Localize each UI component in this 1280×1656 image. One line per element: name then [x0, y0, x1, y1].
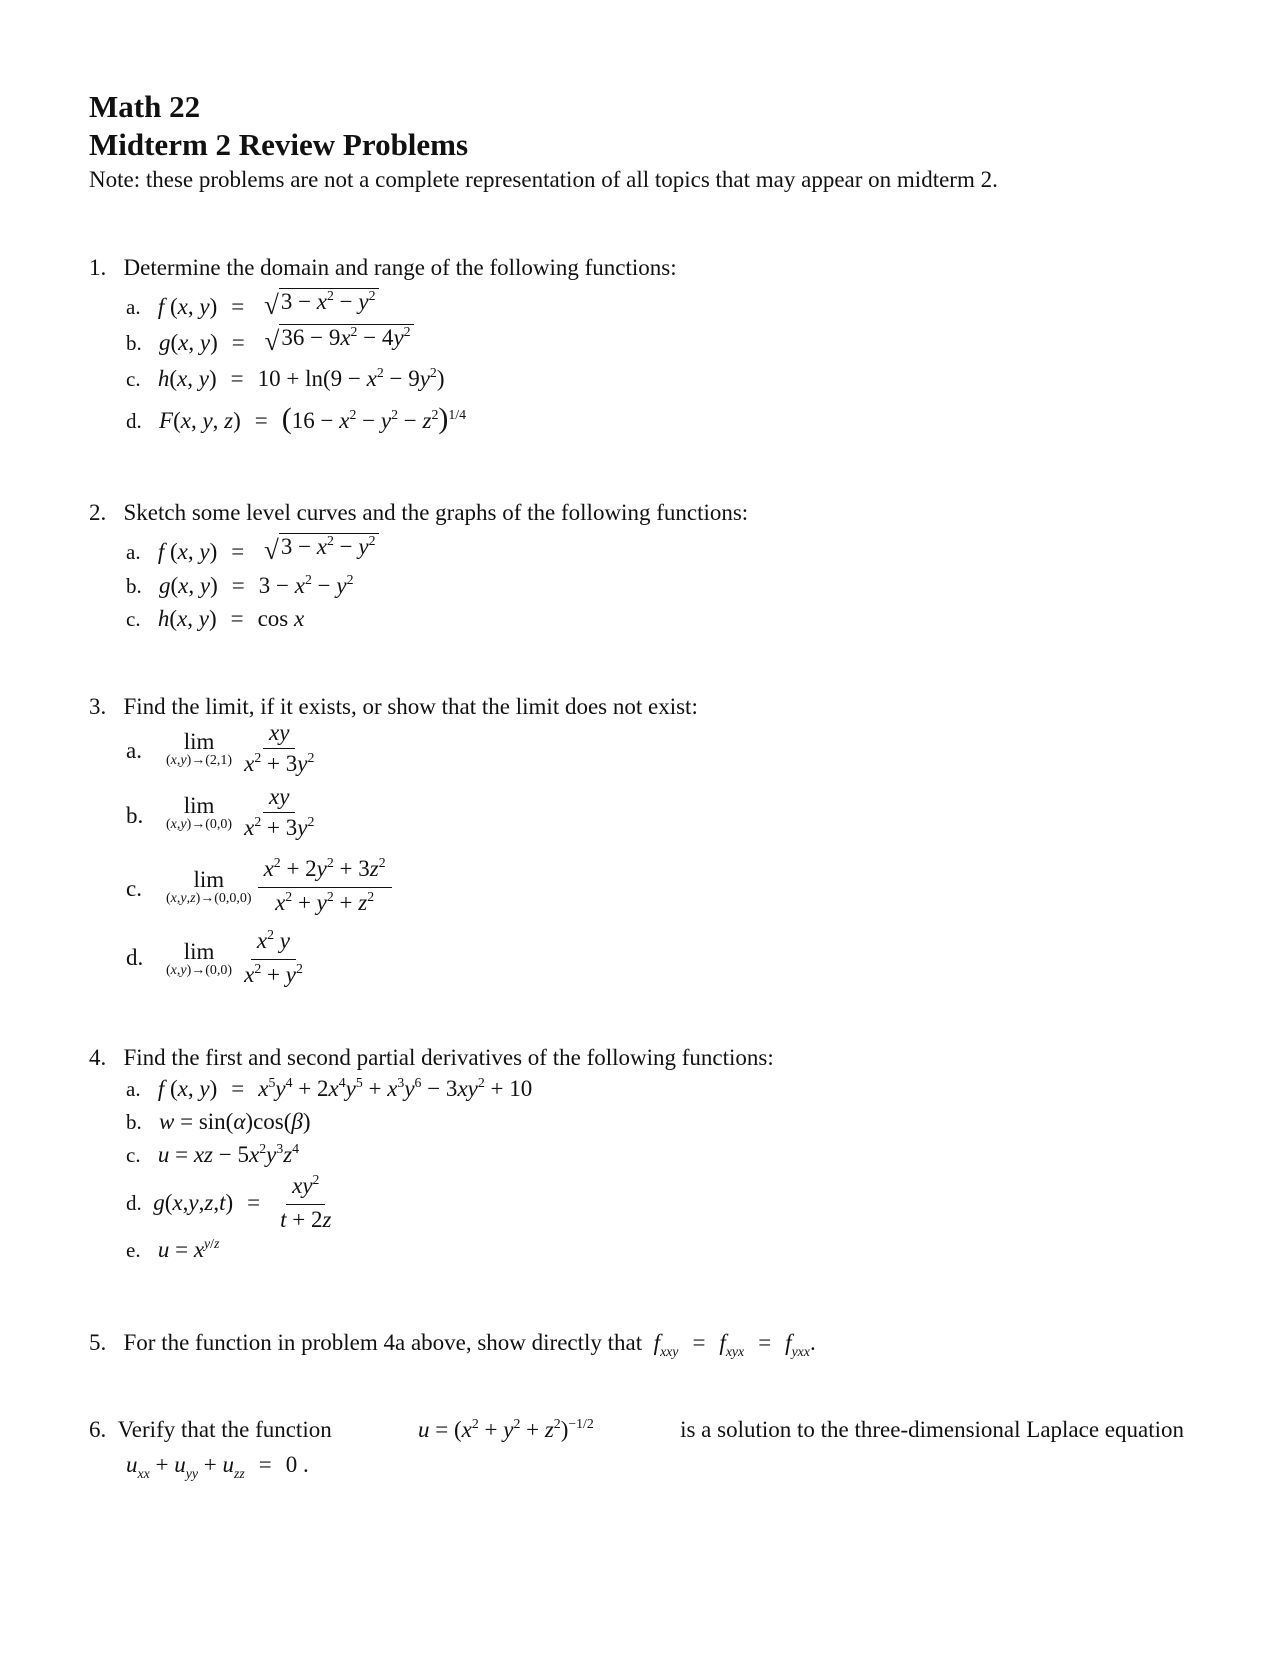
note-text: Note: these problems are not a complete representation of all topics that may appear on midterm 2.: [89, 167, 998, 192]
problem-number: 3.: [89, 694, 107, 719]
laplace-equation: $u_{xx} + u_{yy} + u_{zz} = 0$ .: [126, 1452, 309, 1482]
part-label: c.: [126, 607, 141, 631]
problem-3c: [166, 856, 392, 919]
problem-2b: b. g(x, $y) = 3 - x^2 - y^2$: [126, 572, 354, 598]
square-root: √ $36 - 9x^2 - 4y^2$: [265, 324, 414, 353]
limit-operator: lim (x,y)→(0,0): [166, 938, 233, 978]
fraction: $\frac{xy}{x^2 + 3y^2}$: [244, 784, 315, 840]
problem-1a: a. f (x, y) = √ $3 - x^2 - y^2$: [126, 288, 379, 320]
problem-text: Determine the domain and range of the following functions:: [123, 255, 677, 280]
problem-3b-label: b.: [126, 803, 144, 828]
course-title: Math 22: [89, 89, 201, 124]
problem-6-line-1: [89, 1417, 1184, 1443]
part-label: b.: [126, 574, 142, 598]
problem-1d: d. F(x, y, $z) = (16 - x^2 - y^2 - z^2)^{1/4}$: [126, 402, 466, 435]
part-label: d.: [126, 409, 142, 433]
square-root: √ $3 - x^2 - y^2$: [264, 533, 379, 562]
limit-operator: lim (x,y)→(2,1): [166, 729, 233, 768]
problem-4d: d. g ( x , y , z , t ) = $\frac{xy^2}{t + 2z}$: [126, 1173, 337, 1233]
problem-2a: a. f (x, y) = √ $3 - x^2 - y^2$: [126, 533, 379, 565]
problem-4c: c. u = xz − $5x^2y^3z^4$: [126, 1141, 300, 1167]
part-label: c.: [126, 1143, 141, 1167]
fraction: $\frac{x^2 + 2y^2 + 3z^2}{x^2 + y^2 + z^2}$: [258, 856, 392, 919]
square-root: √ $3 - x^2 - y^2$: [264, 288, 379, 317]
problem-text-continued: is a solution to the three-dimensional Laplace equation: [680, 1417, 1184, 1442]
problem-number: 5.: [89, 1330, 107, 1355]
problem-text: Find the first and second partial derivatives of the following functions:: [123, 1045, 774, 1070]
laplace-function: $u = (x^2 + y^2 + z^2)^{-1/2}$: [417, 1416, 594, 1442]
problem-number: 1.: [89, 255, 107, 280]
problem-text: Sketch some level curves and the graphs of the following functions:: [123, 500, 749, 525]
part-label: c.: [126, 367, 141, 391]
part-label: e.: [126, 1238, 141, 1262]
problem-3a-label: a.: [126, 738, 142, 763]
fraction: $\frac{x^2 y}{x^2 + y^2}$: [244, 927, 303, 987]
problem-3b: [166, 784, 320, 844]
part-label: d.: [126, 1190, 142, 1215]
problem-3d-label: d.: [126, 945, 144, 970]
problem-number: 4.: [89, 1045, 107, 1070]
problem-3d: [166, 928, 309, 991]
part-label: a.: [126, 1077, 141, 1101]
problem-3c-label: c.: [126, 876, 142, 901]
part-label: a.: [126, 540, 141, 564]
problem-4e: e. $u = x^{y/z}$: [126, 1236, 220, 1262]
part-label: a.: [126, 295, 141, 319]
problem-4b: b. w = sin(α)cos(β): [126, 1109, 311, 1134]
problem-1c: c. h(x, $y) = 10 + \ln(9 - x^2 - 9y^2)$: [126, 365, 445, 391]
limit-operator: lim (x,y)→(0,0): [166, 793, 233, 832]
problem-number: 2.: [89, 500, 107, 525]
fraction: $\frac{xy^2}{t + 2z}$: [280, 1172, 332, 1232]
problem-number: 6.: [89, 1417, 107, 1442]
problem-5: 5. For the function in problem 4a above, show directly that $f_{xxy} = f_{xyx} = f_{yxx}$.: [89, 1330, 816, 1360]
problem-4-heading: [89, 1045, 774, 1071]
problem-2c: c. h(x, y) = cos x: [126, 606, 305, 631]
problem-text: Find the limit, if it exists, or show that the limit does not exist:: [123, 694, 698, 719]
problem-1b: b. g(x, y) = √ $36 - 9x^2 - 4y^2$: [126, 324, 414, 356]
problem-3-heading: [89, 694, 698, 720]
problem-1-heading: [89, 255, 677, 281]
problem-4a: a. f (x, $y) = x^5y^4 + 2x^4y^5 + x^3y^6 - 3xy^2 + 10$: [126, 1075, 533, 1101]
problem-2-heading: [89, 500, 748, 526]
page-title: Midterm 2 Review Problems: [89, 127, 469, 162]
problem-3a: [166, 720, 320, 780]
part-label: b.: [126, 331, 142, 355]
limit-operator: lim (x,y,z)→(0,0,0): [166, 866, 252, 906]
part-label: b.: [126, 1110, 142, 1134]
problem-text: Verify that the function: [117, 1417, 332, 1442]
fraction: $\frac{xy}{x^2 + 3y^2}$: [244, 720, 315, 776]
problem-text: For the function in problem 4a above, show directly that: [123, 1330, 643, 1355]
